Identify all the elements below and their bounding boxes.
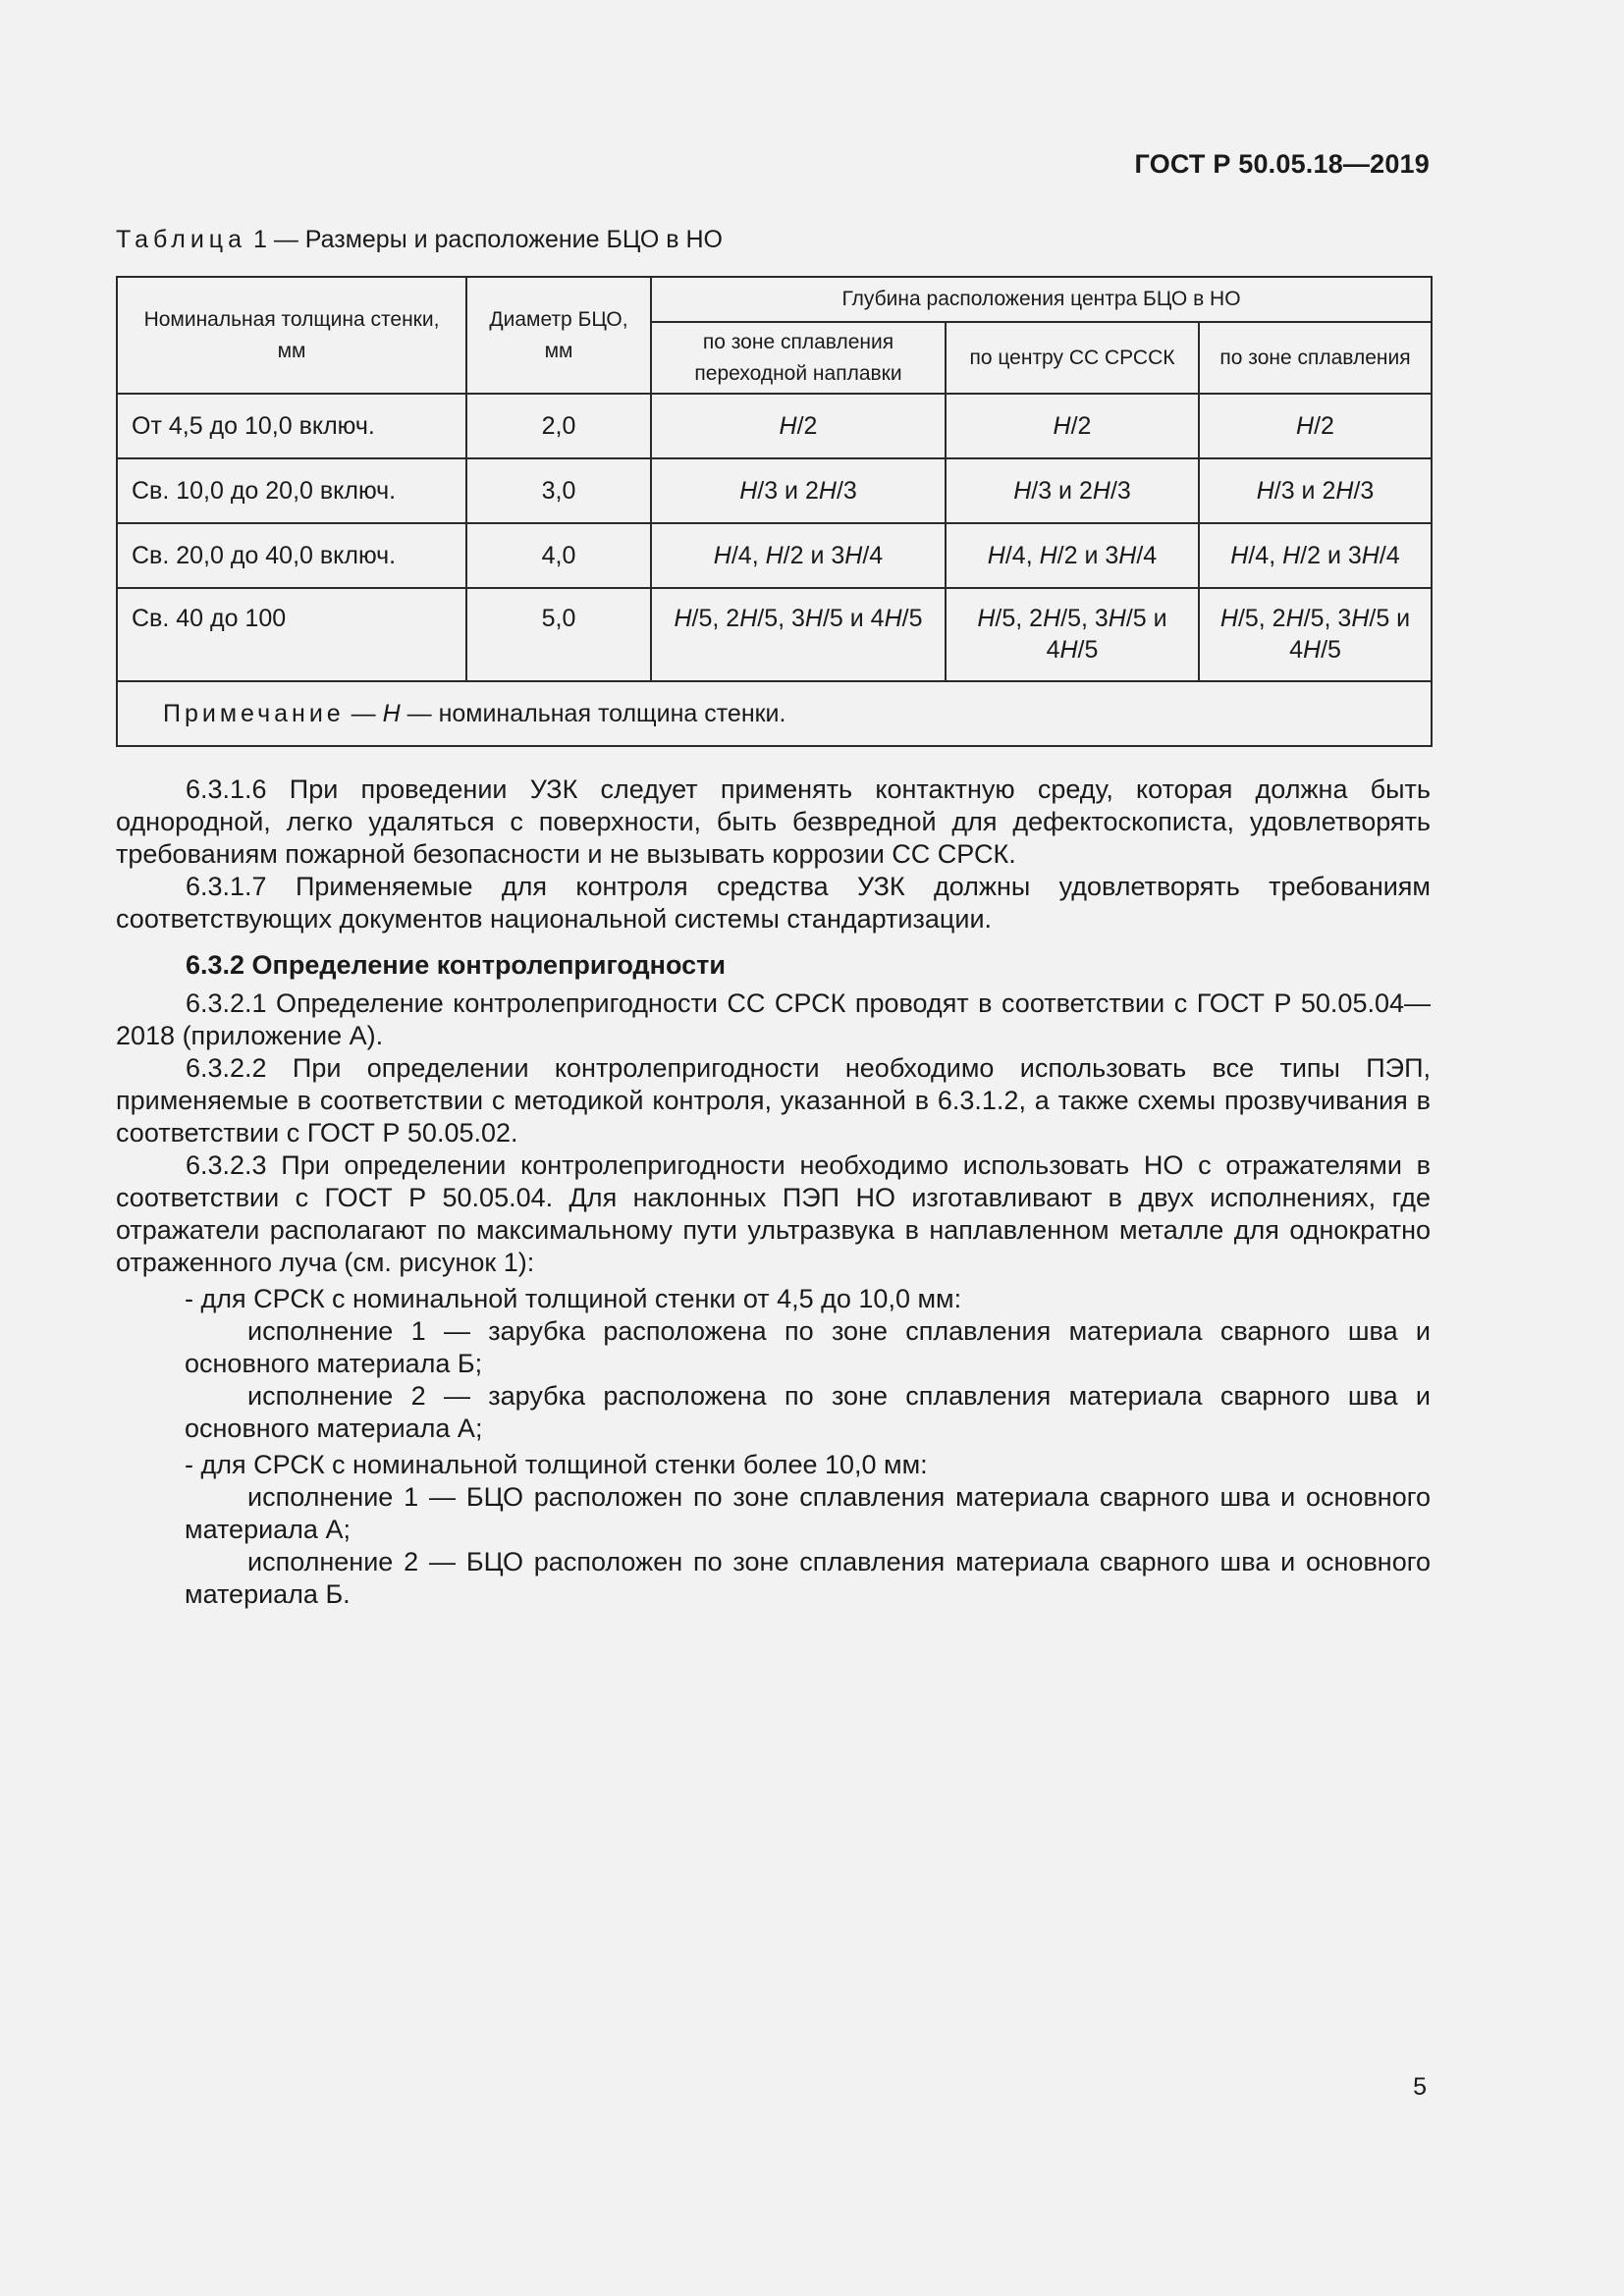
- cell-thickness: Св. 20,0 до 40,0 включ.: [117, 523, 466, 588]
- table-row: [117, 523, 1432, 588]
- table-caption-text: 1 — Размеры и расположение БЦО в НО: [252, 226, 723, 253]
- cell-depth: H/5, 2H/5, 3H/5 и 4H/5: [946, 588, 1199, 681]
- paragraph-6-3-1-7: 6.3.1.7 Применяемые для контроля средства УЗК должны удовлетворять требованиям соответствующих документов национальной системы стандартизации.: [116, 872, 1431, 934]
- cell-diameter: 5,0: [466, 588, 651, 681]
- list-item-thick-wall: - для СРСК с номинальной толщиной стенки более 10,0 мм:: [185, 1450, 928, 1479]
- cell-depth: H/2: [946, 394, 1199, 458]
- cell-diameter: 4,0: [466, 523, 651, 588]
- dimensions-table: [116, 276, 1433, 747]
- variant-2-thick: исполнение 2 — БЦО расположен по зоне сплавления материала сварного шва и основного материала Б.: [185, 1547, 1431, 1609]
- table-row: [117, 394, 1432, 458]
- body-text: [116, 774, 1431, 1611]
- paragraph-6-3-2-3: 6.3.2.3 При определении контролепригодности необходимо использовать НО с отражателями в соответствии с ГОСТ Р 50.05.04. Для наклонных ПЭП НО изготавливают в двух исполнениях, где отражатели располагают по максимальному пути ультразвука в наплавленном металле для однократно отраженного луча (см. рисунок 1):: [116, 1150, 1431, 1277]
- cell-diameter: 3,0: [466, 458, 651, 523]
- variant-1-thick: исполнение 1 — БЦО расположен по зоне сплавления материала сварного шва и основного материала А;: [185, 1482, 1431, 1544]
- cell-depth: H/3 и 2H/3: [651, 458, 946, 523]
- cell-depth: H/2: [1199, 394, 1432, 458]
- paragraph-6-3-2-1: 6.3.2.1 Определение контролепригодности СС СРСК проводят в соответствии с ГОСТ Р 50.05.04—2018 (приложение А).: [116, 988, 1431, 1050]
- document-code: ГОСТ Р 50.05.18—2019: [1134, 149, 1430, 179]
- cell-depth: H/2: [651, 394, 946, 458]
- variant-1-thin: исполнение 1 — зарубка расположена по зоне сплавления материала сварного шва и основного материала Б;: [185, 1316, 1431, 1378]
- table-row: [117, 588, 1432, 681]
- cell-depth: H/5, 2H/5, 3H/5 и 4H/5: [1199, 588, 1432, 681]
- table-caption-label: Таблица: [116, 226, 247, 253]
- header-diameter: Диаметр БЦО, мм: [466, 277, 651, 394]
- cell-thickness: Св. 40 до 100: [117, 588, 466, 681]
- note-label: Примечание: [163, 699, 345, 727]
- cell-thickness: От 4,5 до 10,0 включ.: [117, 394, 466, 458]
- paragraph-6-3-2-2: 6.3.2.2 При определении контролепригодности необходимо использовать все типы ПЭП, применяемые в соответствии с методикой контроля, указанной в 6.3.1.2, а также схемы прозвучивания в соответствии с ГОСТ Р 50.05.02.: [116, 1053, 1431, 1148]
- note-text: — номинальная толщина стенки.: [400, 699, 786, 727]
- paragraph-6-3-1-6: 6.3.1.6 При проведении УЗК следует применять контактную среду, которая должна быть однородной, легко удаляться с поверхности, быть безвредной для дефектоскописта, удовлетворять требованиям пожарной безопасности и не вызывать коррозии СС СРСК.: [116, 774, 1431, 869]
- note-symbol: H: [382, 699, 401, 727]
- cell-depth: H/4, H/2 и 3H/4: [651, 523, 946, 588]
- variant-2-thin: исполнение 2 — зарубка расположена по зоне сплавления материала сварного шва и основного материала А;: [185, 1381, 1431, 1443]
- header-depth-fusion: по зоне сплавления: [1199, 322, 1432, 394]
- cell-depth: H/3 и 2H/3: [946, 458, 1199, 523]
- header-depth-center: по центру СС СРССК: [946, 322, 1199, 394]
- header-thickness: Номинальная толщина стенки, мм: [117, 277, 466, 394]
- header-depth-transition: по зоне сплавления переходной наплавки: [651, 322, 946, 394]
- table-caption: [116, 226, 723, 254]
- cell-depth: H/3 и 2H/3: [1199, 458, 1432, 523]
- cell-thickness: Св. 10,0 до 20,0 включ.: [117, 458, 466, 523]
- table-note: Примечание — H — номинальная толщина стенки.: [117, 681, 1432, 746]
- cell-depth: H/5, 2H/5, 3H/5 и 4H/5: [651, 588, 946, 681]
- section-heading-6-3-2: 6.3.2 Определение контролепригодности: [186, 950, 726, 980]
- table-row: [117, 458, 1432, 523]
- cell-depth: H/4, H/2 и 3H/4: [946, 523, 1199, 588]
- header-depth-group: Глубина расположения центра БЦО в НО: [651, 277, 1432, 322]
- cell-depth: H/4, H/2 и 3H/4: [1199, 523, 1432, 588]
- list-item-thin-wall: - для СРСК с номинальной толщиной стенки от 4,5 до 10,0 мм:: [185, 1284, 962, 1313]
- page-number: 5: [1413, 2073, 1427, 2101]
- cell-diameter: 2,0: [466, 394, 651, 458]
